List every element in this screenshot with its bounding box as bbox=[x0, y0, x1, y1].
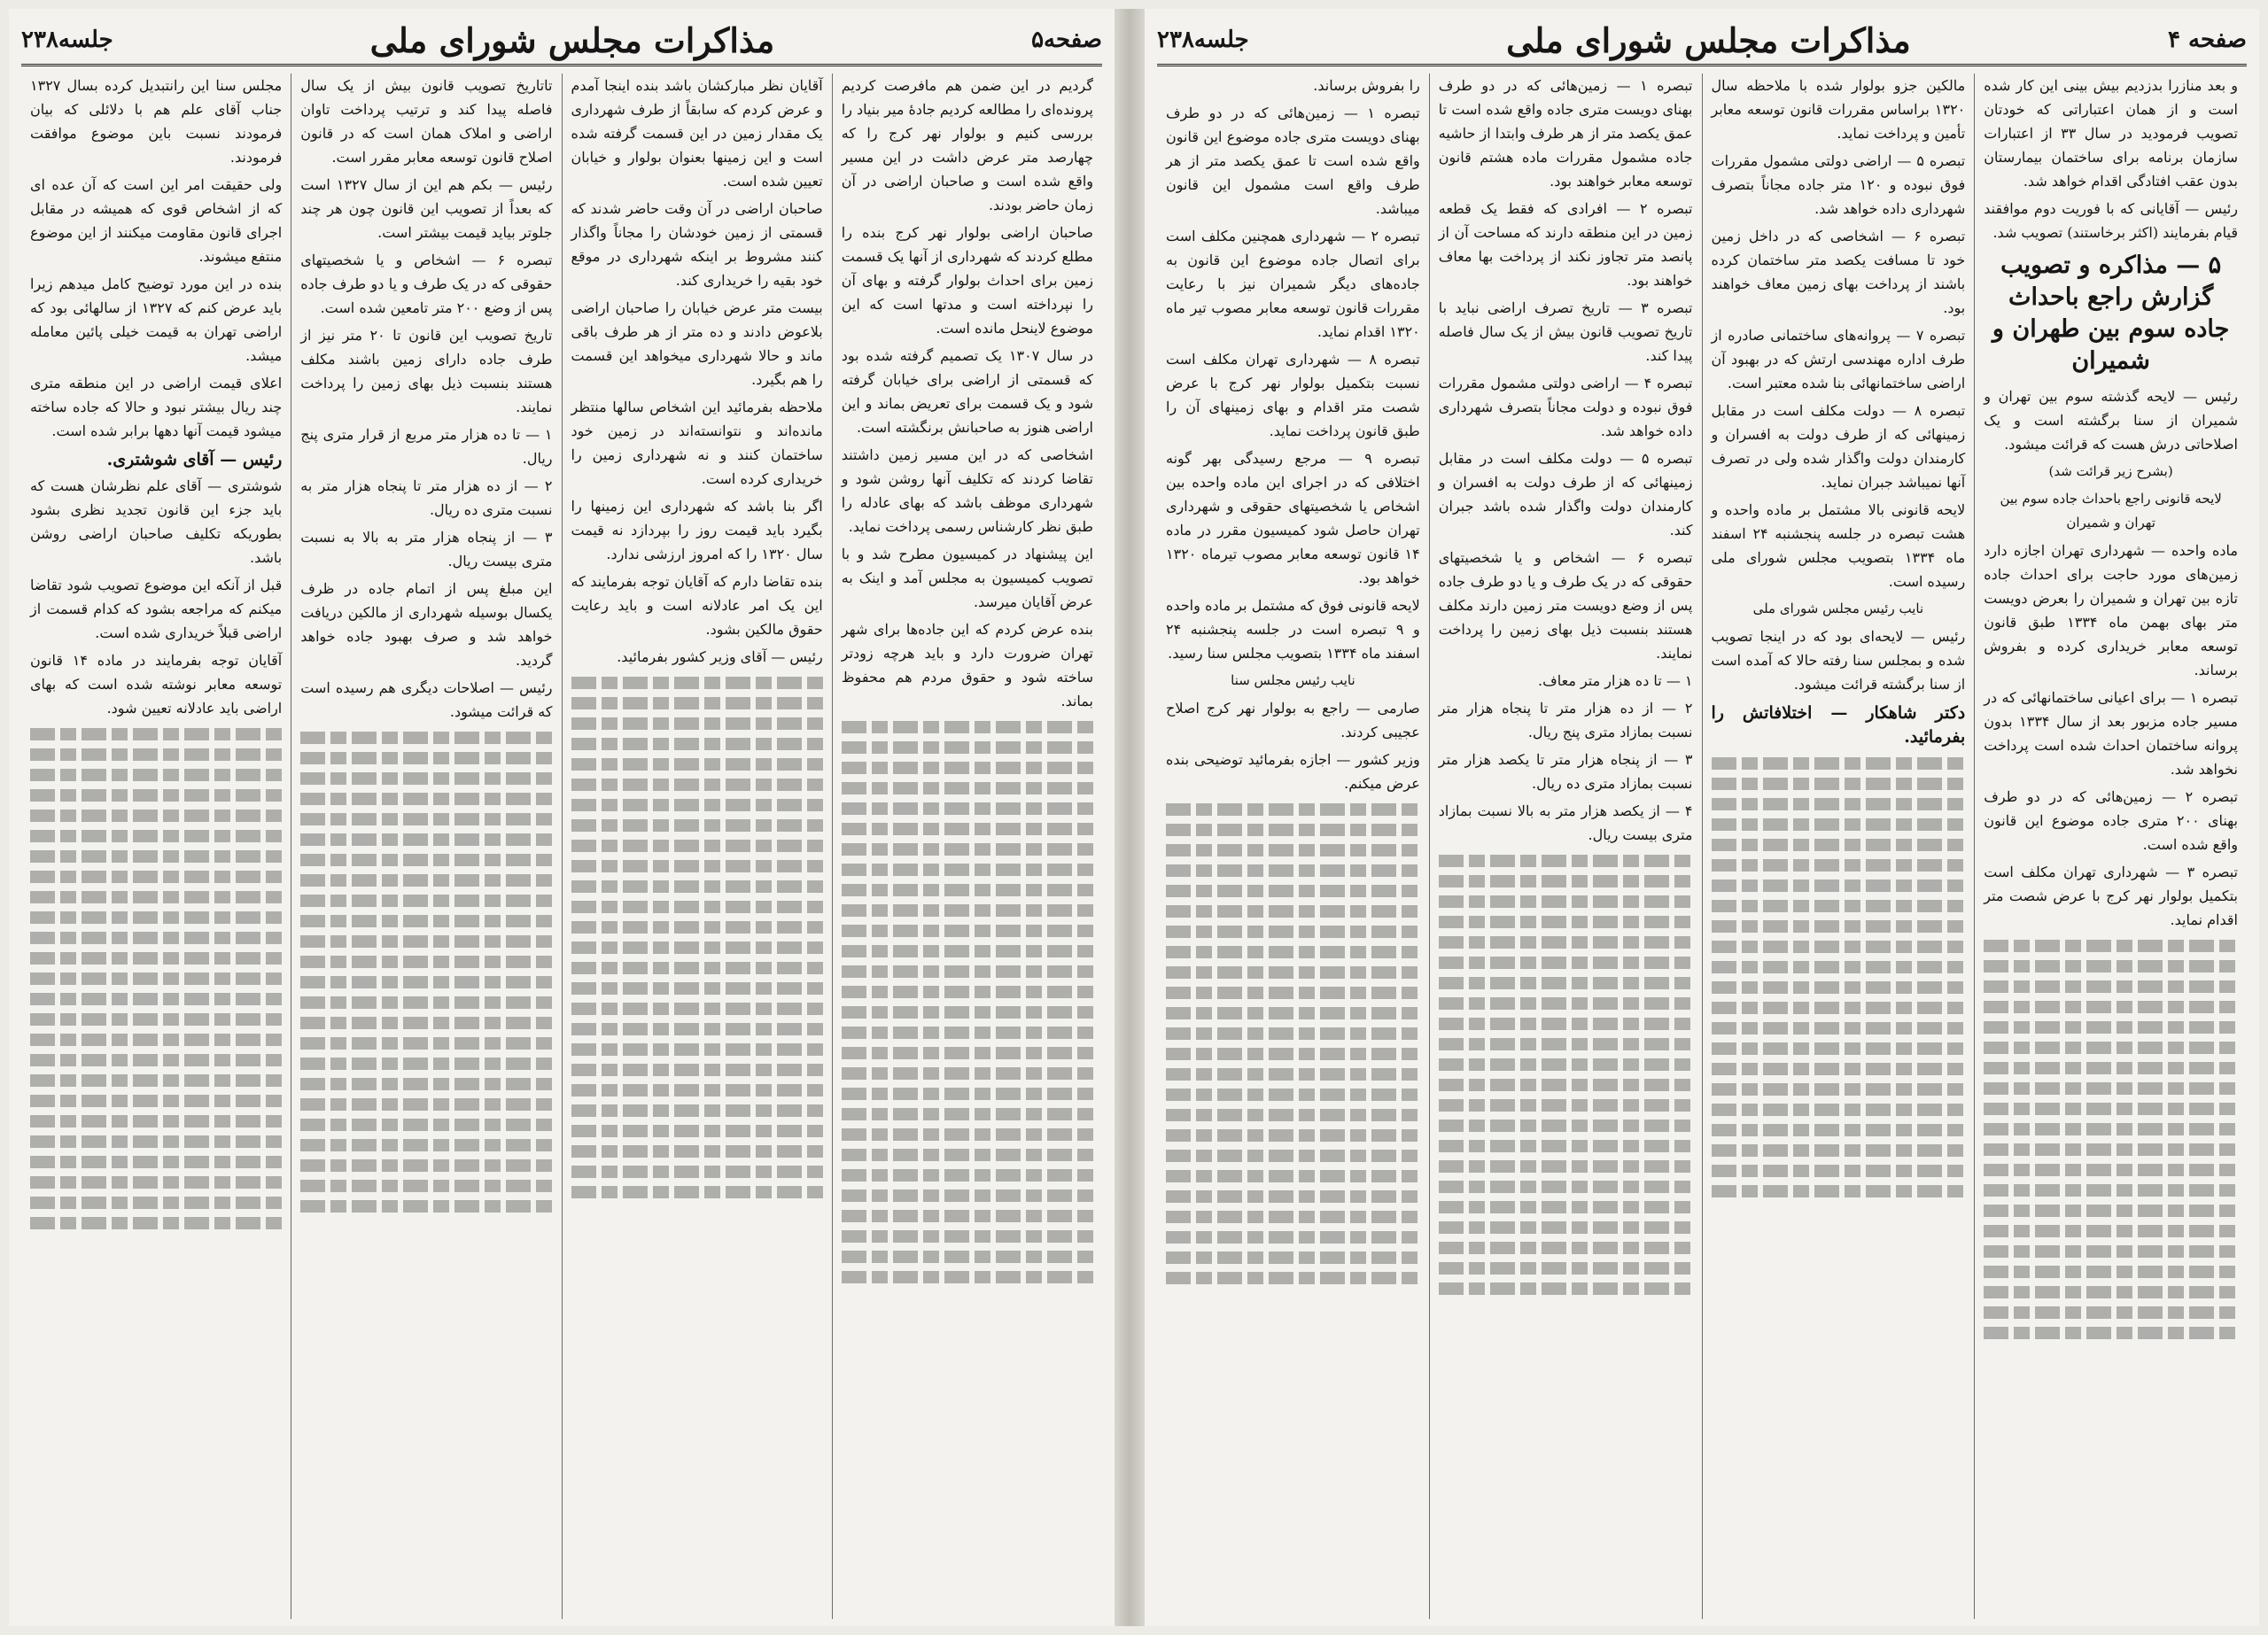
text-line-filler bbox=[571, 1003, 823, 1015]
text-line-filler bbox=[30, 748, 282, 761]
text-line-filler bbox=[1166, 1150, 1420, 1162]
text-line-filler bbox=[842, 1067, 1093, 1080]
text-line-filler bbox=[1712, 941, 1966, 953]
bill-title: لایحه قانونی راجع باحداث جاده سوم بین تهران و شمیران bbox=[2000, 491, 2222, 531]
text-line-filler bbox=[571, 758, 823, 771]
text-line-filler bbox=[30, 789, 282, 802]
text-line-filler bbox=[1439, 855, 1693, 867]
text-line-filler bbox=[300, 1037, 552, 1050]
text-line-filler bbox=[1166, 946, 1420, 958]
text-line-filler bbox=[571, 1023, 823, 1035]
text-line-filler bbox=[30, 952, 282, 965]
paragraph: این پیشنهاد در کمیسیون مطرح شد و با تصویب کمیسیون به مجلس آمد و اینک به عرض آقایان میرسد. bbox=[841, 546, 1093, 610]
text-line-filler bbox=[1439, 1140, 1693, 1152]
text-line-filler bbox=[1166, 885, 1420, 897]
text-line-filler bbox=[1439, 916, 1693, 928]
text-line-filler bbox=[1984, 1205, 2238, 1217]
paragraph: ۱ — تا ده هزار متر معاف. bbox=[1538, 672, 1693, 689]
text-line-filler bbox=[1712, 981, 1966, 994]
text-line-filler bbox=[571, 880, 823, 893]
text-line-filler bbox=[1712, 879, 1966, 892]
text-line-filler bbox=[1712, 1083, 1966, 1096]
text-line-filler bbox=[300, 1159, 552, 1172]
left-column-1 bbox=[832, 74, 1102, 1619]
paragraph: آقایان توجه بفرمایند در ماده ۱۴ قانون توسعه معابر نوشته شده است که بهای اراضی باید عادلانه تعیین شود. bbox=[30, 652, 283, 717]
text-line-filler bbox=[1439, 1038, 1693, 1050]
text-line-filler bbox=[30, 1034, 282, 1046]
text-line-filler bbox=[30, 1156, 282, 1168]
text-line-filler bbox=[1712, 920, 1966, 933]
book-gutter bbox=[1115, 9, 1145, 1626]
text-line-filler bbox=[842, 802, 1093, 815]
text-line-filler bbox=[1166, 1190, 1420, 1203]
text-line-filler bbox=[571, 1084, 823, 1096]
text-line-filler bbox=[30, 1013, 282, 1026]
text-line-filler bbox=[1439, 1181, 1693, 1193]
paragraph: ولی حقیقت امر این است که آن عده ای که از اشخاص قوی که همیشه در مقابل اجرای قانون مقاومت میکنند از این موضوع منتفع میشوند. bbox=[30, 176, 283, 265]
text-line-filler bbox=[1439, 1262, 1693, 1275]
paragraph: تبصره ۸ — دولت مکلف است در مقابل زمینهائی که از طرف دولت به افسران و کارمندان دولت واگذار شده ولی در تصرف آنها نمیباشد جبران نماید. bbox=[1711, 402, 1966, 491]
paragraph: رئیس — لایحه‌ای بود که در اینجا تصویب شده و بمجلس سنا رفته حالا که آمده است از سنا برگشته قرائت میشود. bbox=[1711, 628, 1966, 693]
text-line-filler bbox=[571, 840, 823, 852]
text-line-filler bbox=[300, 854, 552, 866]
text-line-filler bbox=[300, 1200, 552, 1213]
paragraph: تبصره ۱ — برای اعیانی ساختمانهائی که در مسیر جاده مزبور بعد از سال ۱۳۳۴ بدون پروانه ساختمان احداث شده است پرداخت نخواهد شد. bbox=[1984, 689, 2239, 778]
text-line-filler bbox=[1984, 1103, 2238, 1115]
paragraph: بیست متر عرض خیابان را صاحبان اراضی بلاعوض دادند و ده متر از هر طرف باقی ماند و حالا شهرداری میخواهد این قسمت را هم بگیرد. bbox=[571, 299, 823, 388]
paragraph: این مبلغ پس از اتمام جاده در ظرف یکسال بوسیله شهرداری از مالکین دریافت خواهد شد و صرف بهبود جاده خواهد گردید. bbox=[300, 580, 553, 669]
text-line-filler bbox=[1984, 1327, 2238, 1339]
right-column-4 bbox=[1157, 74, 1429, 1619]
text-line-filler bbox=[300, 956, 552, 968]
text-line-filler bbox=[1984, 1062, 2238, 1074]
paragraph: تبصره ۲ — افرادی که فقط یک قطعه زمین در این منطقه دارند که مساحت آن از پانصد متر تجاوز نکند از پرداخت بها معاف خواهند بود. bbox=[1438, 200, 1693, 289]
text-line-filler bbox=[571, 697, 823, 709]
text-line-filler bbox=[1984, 980, 2238, 993]
text-line-filler bbox=[1984, 1164, 2238, 1176]
paragraph: بنده تقاضا دارم که آقایان توجه بفرمایند که این یک امر عادلانه است و باید رعایت حقوق مالکین بشود. bbox=[571, 573, 823, 638]
text-line-filler bbox=[30, 1217, 282, 1229]
paragraph: تبصره ۶ — اشخاص و یا شخصیتهای حقوقی که در یک طرف و یا دو طرف جاده پس از وضع ۲۰۰ متر تامعین شده است. bbox=[300, 252, 553, 316]
text-line-filler bbox=[571, 1043, 823, 1056]
text-line-filler bbox=[1166, 1109, 1420, 1121]
text-line-filler bbox=[571, 901, 823, 913]
text-line-filler bbox=[300, 1119, 552, 1131]
paragraph: ۳ — از پنجاه هزار متر تا یکصد هزار متر نسبت بمازاد متری ده ریال. bbox=[1438, 751, 1693, 792]
paragraph: اگر بنا باشد که شهرداری این زمینها را بگیرد باید قیمت روز را بپردازد نه قیمت سال ۱۳۲۰ را که امروز ارزشی ندارد. bbox=[571, 498, 823, 562]
text-line-filler bbox=[571, 962, 823, 974]
text-line-filler bbox=[1166, 803, 1420, 816]
text-line-filler bbox=[1984, 1143, 2238, 1156]
text-line-filler bbox=[1439, 1099, 1693, 1112]
text-line-filler bbox=[1166, 1048, 1420, 1060]
text-line-filler bbox=[1439, 895, 1693, 908]
text-line-filler bbox=[300, 1180, 552, 1192]
text-line-filler bbox=[571, 677, 823, 689]
paragraph: تبصره ۳ — تاریخ تصرف اراضی نباید با تاریخ تصویب قانون بیش از یک سال فاصله پیدا کند. bbox=[1438, 299, 1693, 364]
text-line-filler bbox=[571, 1166, 823, 1178]
left-column-4 bbox=[21, 74, 291, 1619]
paragraph: تبصره ۱ — زمین‌هائی که در دو طرف بهنای دویست متری جاده موضوع این قانون واقع شده است تا عمق یکصد متر از هر طرف واقع است مشمول این قانون میباشد. bbox=[1166, 105, 1420, 217]
text-line-filler bbox=[1439, 1120, 1693, 1132]
text-line-filler bbox=[842, 965, 1093, 978]
paragraph: مالکین جزو بولوار شده با ملاحظه سال ۱۳۲۰ براساس مقررات قانون توسعه معابر تأمین و پرداخت نماید. bbox=[1711, 77, 1966, 142]
paragraph: تبصره ۹ — مرجع رسیدگی بهر گونه اختلافی که در اجرای این ماده واحده بین اشخاص یا شخصیتهای حقوقی و شهرداری تهران حاصل شود کمیسیون مقرر در ماده ۱۴ قانون توسعه معابر مصوب تیرماه ۱۳۲۰ خواهد بود. bbox=[1166, 450, 1420, 586]
text-line-filler bbox=[300, 1098, 552, 1111]
left-session-number: جلسه۲۳۸ bbox=[21, 27, 113, 53]
text-line-filler bbox=[842, 1271, 1093, 1283]
text-line-filler bbox=[300, 752, 552, 764]
text-line-filler bbox=[30, 871, 282, 883]
text-line-filler bbox=[30, 1176, 282, 1189]
paragraph: تاتاریخ تصویب قانون بیش از یک سال فاصله پیدا کند و ترتیب پرداخت تاوان اراضی و املاک همان است که در قانون اصلاح قانون توسعه معابر مقرر است. bbox=[300, 77, 553, 166]
right-page-number: صفحه ۴ bbox=[2168, 27, 2247, 53]
paragraph: ۴ — از یکصد هزار متر به بالا نسبت بمازاد متری بیست ریال. bbox=[1438, 802, 1693, 843]
text-line-filler bbox=[842, 1006, 1093, 1019]
text-line-filler bbox=[1439, 1058, 1693, 1071]
paragraph: تبصره ۶ — اشخاص و یا شخصیتهای حقوقی که در یک طرف و یا دو طرف جاده پس از وضع دویست متر زمین دارند مکلف هستند بنسبت ذیل بهای زمین را پرداخت نمایند. bbox=[1438, 549, 1693, 662]
text-line-filler bbox=[1439, 1079, 1693, 1091]
paragraph: تبصره ۸ — شهرداری تهران مکلف است نسبت بتکمیل بولوار نهر کرج با عرض شصت متر اقدام و بهای زمینهای آن را طبق قانون پرداخت نماید. bbox=[1166, 351, 1420, 439]
paragraph: مجلس سنا این رانتبدیل کرده بسال ۱۳۲۷ جناب آقای علم هم با دلائلی که بیان فرمودند نسبت باین موضوع موافقت فرمودند. bbox=[30, 77, 283, 166]
text-line-filler bbox=[571, 921, 823, 934]
paragraph: رئیس — اصلاحات دیگری هم رسیده است که قرائت میشود. bbox=[300, 679, 553, 720]
paragraph: تبصره ۵ — دولت مکلف است در مقابل زمینهائی که از طرف دولت به افسران و کارمندان دولت واگذار شده باشد جبران کند. bbox=[1438, 450, 1693, 539]
text-line-filler bbox=[842, 762, 1093, 774]
text-line-filler bbox=[842, 782, 1093, 794]
text-line-filler bbox=[1166, 1231, 1420, 1244]
right-column-1 bbox=[1974, 74, 2247, 1619]
text-line-filler bbox=[1712, 1022, 1966, 1034]
paragraph: ماده واحده — شهرداری تهران اجازه دارد زمین‌های مورد حاجت برای احداث جاده تازه بین تهران و شمیران را بعرض دویست متر بهای بهمن ماه ۱۳۳۴ طبق قانون توسعه معابر خریداری کرده و بفروش برساند. bbox=[1984, 542, 2238, 678]
text-line-filler bbox=[1166, 1129, 1420, 1142]
text-line-filler bbox=[571, 717, 823, 730]
right-session-number: جلسه۲۳۸ bbox=[1157, 27, 1249, 53]
text-line-filler bbox=[1166, 966, 1420, 979]
text-line-filler bbox=[1984, 1021, 2238, 1034]
text-line-filler bbox=[1166, 1251, 1420, 1264]
paragraph: تبصره ۳ — شهرداری تهران مکلف است بتکمیل بولوار نهر کرج با عرض شصت متر اقدام نماید. bbox=[1984, 864, 2238, 928]
text-line-filler bbox=[842, 1149, 1093, 1161]
text-line-filler bbox=[1166, 926, 1420, 938]
paragraph: صاحبان اراضی بولوار نهر کرج بنده را مطلع کردند که شهرداری از آنها یک قسمت زمین برای احداث بولوار گرفته و بهای آن را نپرداخته است و مدتها است که این موضوع لاینحل مانده است. bbox=[841, 224, 1093, 337]
text-line-filler bbox=[1166, 1068, 1420, 1081]
text-line-filler bbox=[1439, 1242, 1693, 1254]
text-line-filler bbox=[1984, 1286, 2238, 1298]
text-line-filler bbox=[1439, 1160, 1693, 1173]
text-line-filler bbox=[842, 945, 1093, 957]
paragraph: اشخاصی که در این مسیر زمین داشتند تقاضا کردند که تکلیف آنها روشن شود و شهرداری موظف باشد که بهای عادله را طبق نظر کارشناس رسمی پرداخت نماید. bbox=[841, 446, 1093, 535]
text-line-filler bbox=[1166, 1211, 1420, 1223]
text-line-filler bbox=[30, 1197, 282, 1209]
text-line-filler bbox=[300, 793, 552, 805]
text-line-filler bbox=[30, 1095, 282, 1107]
paragraph: در سال ۱۳۰۷ یک تصمیم گرفته شده بود که قسمتی از اراضی برای خیابان گرفته شود و یک قسمت برای تعریض بماند و این اراضی هنوز به صاحبانش برنگشته است. bbox=[841, 347, 1093, 436]
text-line-filler bbox=[30, 911, 282, 924]
text-line-filler bbox=[571, 779, 823, 791]
right-column-3 bbox=[1429, 74, 1702, 1619]
paragraph: و بعد منازرا بدزدیم بیش بینی این کار شده است و از همان اعتباراتی که خودتان تصویب فرمودید در سال ۳۳ از اعتبارات سازمان برنامه برای ساختمان بیمارستان بدون عقب افتادگی اقدام خواهد شد. bbox=[1984, 77, 2238, 190]
left-page-number: صفحه۵ bbox=[1031, 27, 1102, 53]
text-line-filler bbox=[842, 986, 1093, 998]
paragraph: تبصره ۱ — زمین‌هائی که در دو طرف بهنای دویست متری جاده واقع شده است تا عمق یکصد متر از هر طرف وابتدا از حاشیه جاده مشمول مقررات ماده هشتم قانون توسعه معابر خواهند بود. bbox=[1438, 77, 1693, 190]
speaker-heading: دکتر شاهکار — اختلافاتش را بفرمائید. bbox=[1711, 703, 1966, 747]
paragraph: رئیس — بکم هم این از سال ۱۳۲۷ است که بعداً از تصویب این قانون چون هر چند جلوتر بیاید قیمت بیشتر است. bbox=[300, 176, 553, 241]
text-line-filler bbox=[1439, 875, 1693, 887]
right-column-2 bbox=[1702, 74, 1975, 1619]
paragraph: لایحه قانونی بالا مشتمل بر ماده واحده و هشت تبصره در جلسه پنجشنبه ۲۴ اسفند ماه ۱۳۳۴ بتصویب مجلس شورای ملی رسیده است. bbox=[1711, 501, 1966, 590]
text-line-filler bbox=[571, 1064, 823, 1076]
left-page bbox=[9, 9, 1115, 1626]
signature-line: نایب رئیس مجلس سنا bbox=[1231, 672, 1355, 688]
text-line-filler bbox=[1712, 1124, 1966, 1136]
text-line-filler bbox=[300, 874, 552, 887]
text-line-filler bbox=[30, 830, 282, 842]
text-line-filler bbox=[1712, 1104, 1966, 1116]
text-line-filler bbox=[1712, 900, 1966, 912]
text-line-filler bbox=[1712, 1165, 1966, 1177]
paragraph: قبل از آنکه این موضوع تصویب شود تقاضا میکنم که مراجعه بشود که کدام قسمت از اراضی قبلاً خریداری شده است. bbox=[30, 577, 283, 641]
text-line-filler bbox=[1712, 778, 1966, 790]
text-line-filler bbox=[1166, 1089, 1420, 1101]
paragraph: ۳ — از پنجاه هزار متر به بالا به نسبت متری بیست ریال. bbox=[300, 529, 553, 570]
paragraph: صاحبان اراضی در آن وقت حاضر شدند که قسمتی از زمین خودشان را مجاناً واگذار کنند مشروط بر اینکه شهرداری در موقع خود بقیه را خریداری کند. bbox=[571, 200, 823, 289]
text-line-filler bbox=[842, 1230, 1093, 1243]
paragraph: بنده عرض کردم که این جاده‌ها برای شهر تهران ضرورت دارد و باید هرچه زودتر ساخته شود و حقوق مردم هم محفوظ بماند. bbox=[841, 621, 1093, 709]
text-line-filler bbox=[300, 1058, 552, 1070]
paragraph: ۲ — از ده هزار متر تا پنجاه هزار متر به نسبت متری ده ریال. bbox=[300, 477, 553, 518]
paragraph: تبصره ۴ — اراضی دولتی مشمول مقررات فوق نبوده و دولت مجاناً بتصرف شهرداری داده خواهد شد. bbox=[1438, 375, 1693, 439]
text-line-filler bbox=[842, 864, 1093, 876]
paragraph: اعلای قیمت اراضی در این منطقه متری چند ریال بیشتر نبود و حالا که جاده ساخته میشود قیمت آنها دهها برابر شده است. bbox=[30, 375, 283, 439]
right-page bbox=[1145, 9, 2259, 1626]
signature-line: نایب رئیس مجلس شورای ملی bbox=[1752, 601, 1924, 616]
paragraph: ۲ — از ده هزار متر تا پنجاه هزار متر نسبت بمازاد متری پنج ریال. bbox=[1438, 700, 1693, 740]
text-line-filler bbox=[1439, 1221, 1693, 1234]
text-line-filler bbox=[1712, 1185, 1966, 1197]
paragraph: صارمی — راجع به بولوار نهر کرج اصلاح عجیبی کردند. bbox=[1166, 700, 1420, 740]
text-line-filler bbox=[1984, 940, 2238, 952]
left-page-columns bbox=[21, 74, 1102, 1619]
text-line-filler bbox=[1712, 798, 1966, 810]
text-line-filler bbox=[842, 1169, 1093, 1182]
text-line-filler bbox=[842, 1251, 1093, 1263]
text-line-filler bbox=[1984, 1225, 2238, 1237]
text-line-filler bbox=[30, 1074, 282, 1087]
left-column-2 bbox=[562, 74, 832, 1619]
text-line-filler bbox=[1439, 957, 1693, 969]
text-line-filler bbox=[1712, 1042, 1966, 1055]
section-heading: ۵ — مذاکره و تصویب گزارش راجع باحداث جاده سوم بین طهران و شمیران bbox=[1992, 252, 2230, 375]
text-line-filler bbox=[842, 1189, 1093, 1202]
text-line-filler bbox=[842, 1128, 1093, 1141]
text-line-filler bbox=[300, 732, 552, 744]
text-line-filler bbox=[842, 721, 1093, 733]
text-line-filler bbox=[1439, 936, 1693, 949]
text-line-filler bbox=[571, 819, 823, 832]
text-line-filler bbox=[571, 738, 823, 750]
text-line-filler bbox=[1712, 1144, 1966, 1157]
text-line-filler bbox=[842, 925, 1093, 937]
text-line-filler bbox=[300, 813, 552, 825]
text-line-filler bbox=[1439, 1201, 1693, 1213]
text-line-filler bbox=[842, 1088, 1093, 1100]
text-line-filler bbox=[1166, 1007, 1420, 1019]
paragraph: رئیس — آقای وزیر کشور بفرمائید. bbox=[617, 648, 823, 665]
paragraph: تبصره ۷ — پروانه‌های ساختمانی صادره از طرف اداره مهندسی ارتش که در بهبود آن اراضی ساختمانهائی بنا شده معتبر است. bbox=[1711, 327, 1966, 391]
text-line-filler bbox=[300, 976, 552, 988]
text-line-filler bbox=[1166, 905, 1420, 918]
text-line-filler bbox=[1439, 977, 1693, 989]
text-line-filler bbox=[300, 772, 552, 785]
right-page-columns bbox=[1157, 74, 2247, 1619]
right-page-header bbox=[1157, 16, 2247, 66]
paragraph: لایحه قانونی فوق که مشتمل بر ماده واحده و ۹ تبصره است در جلسه پنجشنبه ۲۴ اسفند ماه ۱۳۳۴ بتصویب مجلس سنا رسید. bbox=[1166, 597, 1420, 662]
paragraph: تبصره ۲ — زمین‌هائی که در دو طرف بهنای ۲۰۰ متری جاده موضوع این قانون واقع شده است. bbox=[1984, 788, 2239, 853]
text-line-filler bbox=[1984, 1001, 2238, 1013]
paragraph: تبصره ۵ — اراضی دولتی مشمول مقررات فوق نبوده و ۱۲۰ متر جاده مجاناً بتصرف شهرداری داده خواهد شد. bbox=[1711, 152, 1966, 217]
speaker-heading: رئیس — آقای شوشتری. bbox=[106, 450, 283, 469]
text-line-filler bbox=[30, 810, 282, 822]
text-line-filler bbox=[1712, 818, 1966, 831]
paragraph: ملاحظه بفرمائید این اشخاص سالها منتظر مانده‌اند و نتوانسته‌اند در زمین خود ساختمان کنند و نه شهرداری زمین را خریداری کرده است. bbox=[571, 399, 823, 487]
text-line-filler bbox=[1712, 1063, 1966, 1075]
text-line-filler bbox=[300, 833, 552, 846]
text-line-filler bbox=[842, 823, 1093, 835]
text-line-filler bbox=[571, 1186, 823, 1198]
text-line-filler bbox=[571, 941, 823, 954]
paragraph: رئیس — آقایانی که با فوریت دوم موافقند قیام بفرمایند (اکثر برخاستند) تصویب شد. bbox=[1984, 200, 2238, 241]
paragraph: رئیس — لایحه گذشته سوم بین تهران و شمیران از سنا برگشته است و یک اصلاحاتی درش هست که قرائت میشود. bbox=[1984, 388, 2238, 453]
text-line-filler bbox=[30, 993, 282, 1005]
text-line-filler bbox=[1984, 1123, 2238, 1135]
paragraph: تبصره ۶ — اشخاصی که در داخل زمین خود تا مسافت یکصد متر ساختمان کرده باشند از پرداخت بهای زمین معاف خواهند بود. bbox=[1711, 228, 1966, 316]
text-line-filler bbox=[842, 1108, 1093, 1120]
text-line-filler bbox=[1166, 864, 1420, 877]
text-line-filler bbox=[30, 972, 282, 985]
text-line-filler bbox=[300, 935, 552, 948]
text-line-filler bbox=[1984, 1245, 2238, 1258]
text-line-filler bbox=[571, 860, 823, 872]
text-line-filler bbox=[1439, 1282, 1693, 1295]
left-page-title: مذاکرات مجلس شورای ملی bbox=[369, 19, 775, 60]
text-line-filler bbox=[1984, 1082, 2238, 1095]
text-line-filler bbox=[1984, 960, 2238, 972]
paragraph: تاریخ تصویب این قانون تا ۲۰ متر نیز از طرف جاده دارای زمین باشند مکلف هستند بنسبت ذیل بهای زمین را پرداخت نمایند. bbox=[300, 327, 553, 415]
text-line-filler bbox=[1984, 1184, 2238, 1197]
text-line-filler bbox=[1166, 1027, 1420, 1040]
text-line-filler bbox=[30, 1115, 282, 1127]
text-line-filler bbox=[571, 799, 823, 811]
text-line-filler bbox=[1166, 1170, 1420, 1182]
text-line-filler bbox=[30, 1054, 282, 1066]
text-line-filler bbox=[1712, 839, 1966, 851]
text-line-filler bbox=[1439, 997, 1693, 1010]
paragraph: گردیم در این ضمن هم مافرصت کردیم پرونده‌ای را مطالعه کردیم جادهٔ میر بنیاد را بررسی کنیم و بولوار نهر کرج را که چهارصد متر عرض داشت در این مسیر واقع شده است و صاحبان اراضی در آن زمان حاضر بودند. bbox=[841, 77, 1093, 213]
text-line-filler bbox=[842, 1047, 1093, 1059]
text-line-filler bbox=[571, 1125, 823, 1137]
text-line-filler bbox=[571, 982, 823, 995]
text-line-filler bbox=[30, 891, 282, 903]
paragraph: وزیر کشور — اجازه بفرمائید توضیحی بنده عرض میکنم. bbox=[1166, 751, 1420, 792]
text-line-filler bbox=[842, 884, 1093, 896]
text-line-filler bbox=[1984, 1266, 2238, 1278]
text-line-filler bbox=[300, 1139, 552, 1151]
text-line-filler bbox=[30, 728, 282, 740]
paragraph: آقایان نظر مبارکشان باشد بنده اینجا آمدم و عرض کردم که سابقاً از طرف شهرداری یک مقدار زمین در این قسمت گرفته شده است و این زمینها بعنوان بولوار و خیابان تعیین شده است. bbox=[571, 77, 823, 190]
text-line-filler bbox=[1166, 987, 1420, 999]
paragraph: را بفروش برساند. bbox=[1313, 77, 1420, 94]
text-line-filler bbox=[571, 1104, 823, 1117]
text-line-filler bbox=[1166, 844, 1420, 856]
text-line-filler bbox=[1166, 824, 1420, 836]
text-line-filler bbox=[1439, 1018, 1693, 1030]
text-line-filler bbox=[842, 741, 1093, 754]
paragraph: بنده در این مورد توضیح کامل میدهم زیرا باید عرض کنم که ۱۳۲۷ از سالهائی بود که اراضی تهران به قیمت خیلی پائین معامله میشد. bbox=[30, 275, 283, 364]
text-line-filler bbox=[1712, 859, 1966, 872]
left-column-3 bbox=[291, 74, 561, 1619]
text-line-filler bbox=[1712, 961, 1966, 973]
text-line-filler bbox=[842, 1027, 1093, 1039]
left-page-header bbox=[21, 16, 1102, 66]
text-line-filler bbox=[300, 1017, 552, 1029]
reading-note: (بشرح زیر قرائت شد) bbox=[2048, 463, 2173, 479]
text-line-filler bbox=[300, 915, 552, 927]
text-line-filler bbox=[30, 932, 282, 944]
text-line-filler bbox=[30, 769, 282, 781]
text-line-filler bbox=[1712, 1002, 1966, 1014]
text-line-filler bbox=[30, 850, 282, 863]
paragraph: ۱ — تا ده هزار متر مربع از قرار متری پنج ریال. bbox=[300, 426, 553, 467]
text-line-filler bbox=[30, 1135, 282, 1148]
paragraph: شوشتری — آقای علم نظرشان هست که باید جزء این قانون تجدید نظری بشود بطوریکه تکلیف صاحبان اراضی روشن باشد. bbox=[30, 477, 283, 566]
text-line-filler bbox=[300, 1078, 552, 1090]
paragraph: تبصره ۲ — شهرداری همچنین مکلف است برای اتصال جاده موضوع این قانون به جاده‌های دیگر شمیران نیز با رعایت مقررات قانون توسعه معابر مصوب تیر ماه ۱۳۲۰ اقدام نماید. bbox=[1166, 228, 1420, 340]
text-line-filler bbox=[1984, 1042, 2238, 1054]
text-line-filler bbox=[300, 895, 552, 907]
text-line-filler bbox=[842, 1210, 1093, 1222]
text-line-filler bbox=[842, 904, 1093, 917]
text-line-filler bbox=[1712, 757, 1966, 770]
text-line-filler bbox=[1984, 1306, 2238, 1319]
right-page-title: مذاکرات مجلس شورای ملی bbox=[1506, 19, 1911, 60]
text-line-filler bbox=[1166, 1272, 1420, 1284]
text-line-filler bbox=[300, 996, 552, 1009]
text-line-filler bbox=[571, 1145, 823, 1158]
text-line-filler bbox=[842, 843, 1093, 856]
